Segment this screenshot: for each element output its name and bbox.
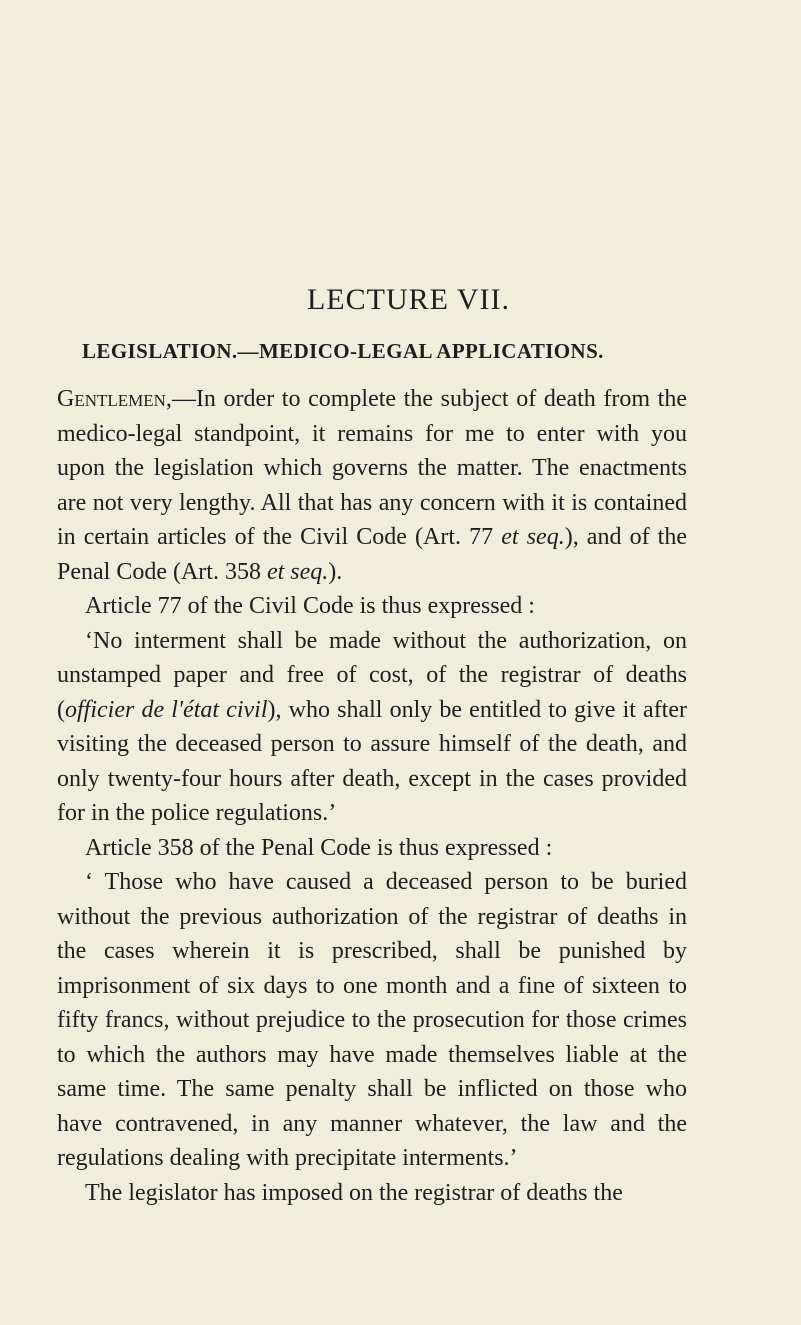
section-title: LEGISLATION.—MEDICO-LEGAL APPLICATIONS. [82, 339, 604, 363]
salutation: Gentlemen, [57, 386, 172, 412]
latin-abbreviation: et seq. [501, 524, 565, 550]
paragraph-legislator: The legislator has imposed on the registrar of deaths the [85, 1179, 623, 1206]
paragraph-text: ), and of the Penal Code (Art. 358 [57, 524, 688, 585]
lecture-title: LECTURE VII. [306, 283, 511, 316]
paragraph-civil-code-intro: Article 77 of the Civil Code is thus expressed : [85, 593, 535, 619]
french-term: officier de l'état civil [65, 696, 268, 723]
latin-abbreviation: et seq. [266, 558, 329, 585]
paragraph-text: ). [328, 558, 343, 585]
paragraph-introduction [57, 382, 687, 589]
quote-text: ‘No interment shall be made without the authorization, on unstamped paper and free of cost, of the registrar of deaths ( [57, 627, 687, 723]
quote-text: ), who shall only be entitled to give it after visiting the deceased person to assure himself of the death, and only twenty-four hours after death, except in the cases provided for in the police regulations.’ [57, 696, 687, 826]
paragraph-penal-code-intro: Article 358 of the Penal Code is thus expressed : [85, 834, 553, 861]
paragraph-text: —In order to complete the subject of death from the medico-legal standpoint, it remains for me to enter with you upon the legislation which governs the matter. The enactments are not very lengthy. All that has any concern with it is contained in certain articles of the Civil Code (Art. 77 [57, 386, 687, 550]
quote-civil-code [57, 624, 687, 831]
quote-penal-code: ‘ Those who have caused a deceased person to be buried without the previous authorization of the registrar of deaths in the cases wherein it is prescribed, shall be punished by imprisonment of six days to one month and a fine of sixteen to fifty francs, without prejudice to the prosecution for those crimes to which the authors may have made themselves liable at the same time. The same penalty shall be inflicted on those who have contravened, in any manner whatever, the law and the regulations dealing with precipitate interments.’ [57, 869, 687, 1171]
body-text [57, 382, 687, 1210]
